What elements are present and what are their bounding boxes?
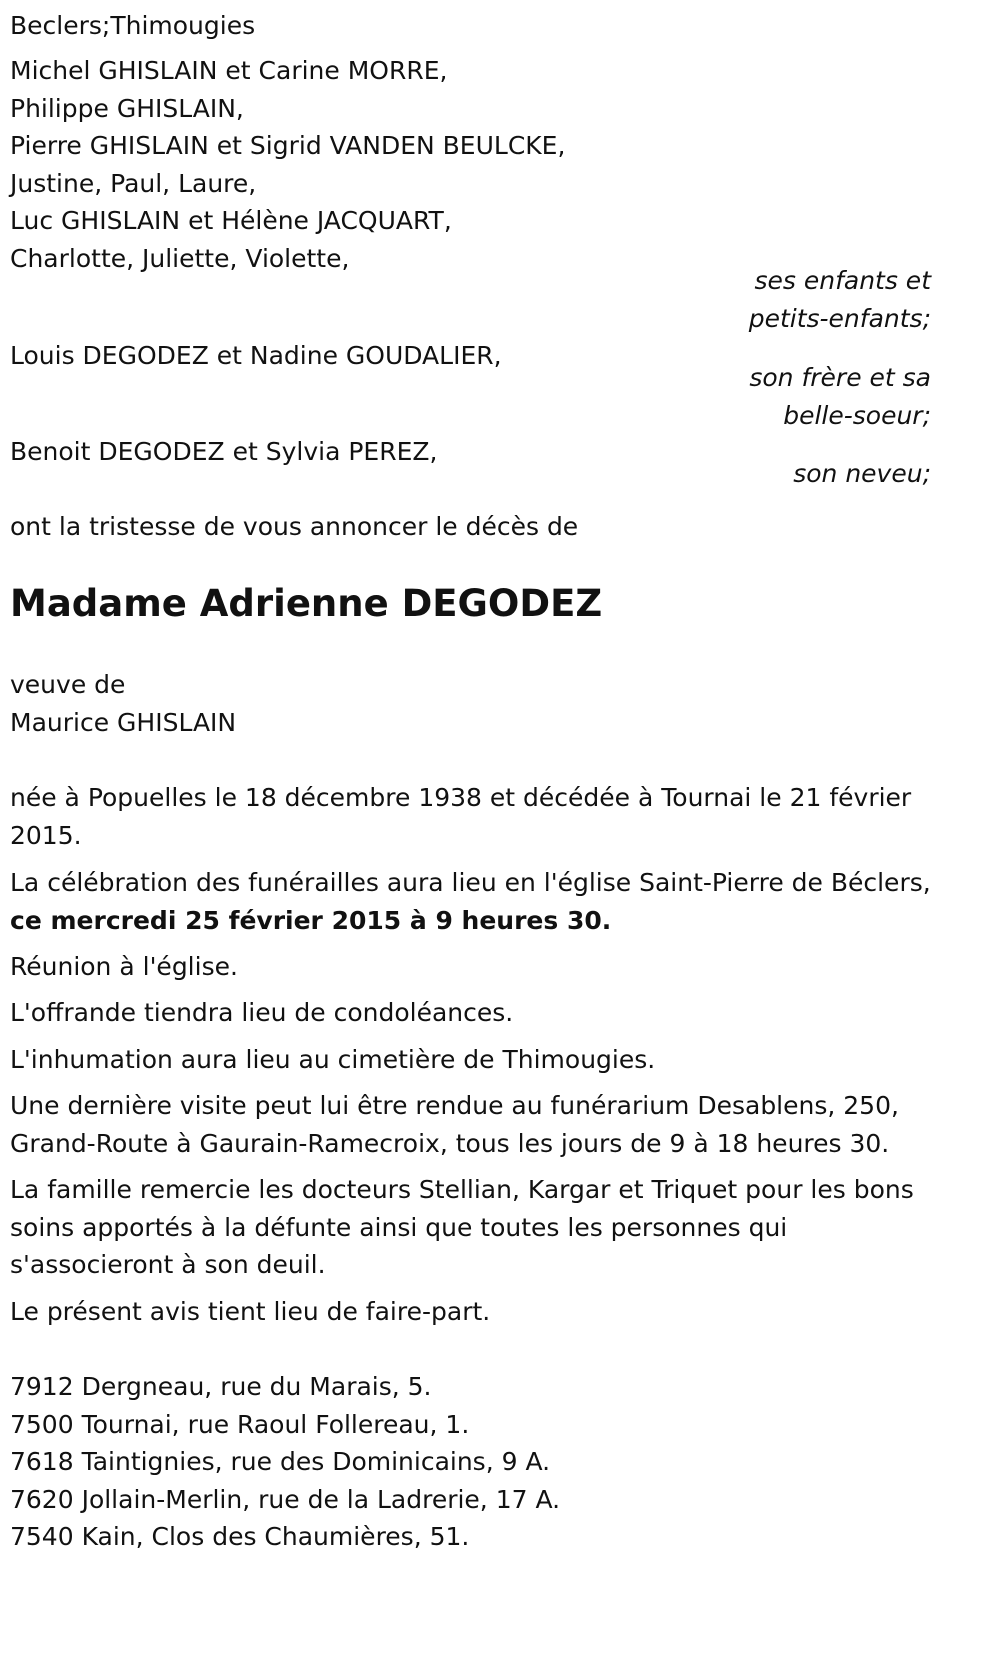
family-list [10, 52, 931, 277]
address-line: 7540 Kain, Clos des Chaumières, 51. [10, 1522, 470, 1551]
role-line: petits-enfants; [748, 303, 931, 333]
widow-label: veuve de [10, 670, 126, 699]
paragraph: L'offrande tiendra lieu de condoléances. [10, 998, 514, 1027]
address-line: 7620 Jollain-Merlin, rue de la Ladrerie, 17 A. [10, 1484, 561, 1514]
deceased-name: Madame Adrienne DEGODEZ [10, 582, 603, 625]
role-line: ses enfants et [754, 266, 931, 295]
family-line: Michel GHISLAIN et Carine MORRE, [10, 56, 448, 85]
role-nephew: son neveu; [793, 459, 931, 488]
spouse-name: Maurice GHISLAIN [10, 707, 237, 737]
birth-death-dates: née à Popuelles le 18 décembre 1938 et décédée à Tournai le 21 février 2015. [10, 783, 912, 850]
family-line: Charlotte, Juliette, Violette, [10, 243, 350, 273]
widow-of [10, 666, 931, 741]
address-line: 7500 Tournai, rue Raoul Follereau, 1. [10, 1409, 470, 1439]
family-line: Justine, Paul, Laure, [10, 168, 257, 198]
family-line: Luc GHISLAIN et Hélène JACQUART, [10, 206, 452, 235]
role-line: belle-soeur; [783, 400, 931, 430]
celebration-date: ce mercredi 25 février 2015 à 9 heures 30. [10, 905, 612, 935]
address-line: 7618 Taintignies, rue des Dominicains, 9 A. [10, 1447, 551, 1476]
family-line: Philippe GHISLAIN, [10, 93, 244, 123]
role-brother [749, 359, 931, 434]
paragraph: L'inhumation aura lieu au cimetière de Thimougies. [10, 1045, 656, 1074]
paragraph: La famille remercie les docteurs Stellian, Kargar et Triquet pour les bons soins apportés à la défunte ainsi que toutes les personnes qui s'associeront à son deuil. [10, 1175, 914, 1279]
brother-line: Louis DEGODEZ et Nadine GOUDALIER, [10, 341, 502, 370]
family-line: Pierre GHISLAIN et Sigrid VANDEN BEULCKE, [10, 131, 566, 160]
paragraph: Le présent avis tient lieu de faire-part. [10, 1297, 491, 1326]
role-line: son frère et sa [749, 363, 931, 392]
nephew-line: Benoit DEGODEZ et Sylvia PEREZ, [10, 437, 438, 466]
paragraph: Réunion à l'église. [10, 952, 238, 981]
celebration-text: La célébration des funérailles aura lieu en l'église Saint-Pierre de Béclers, [10, 868, 931, 897]
announcement: ont la tristesse de vous annoncer le décès de [10, 512, 579, 541]
celebration [10, 864, 935, 939]
address-list [10, 1368, 931, 1556]
role-children [749, 262, 931, 337]
paragraph: Une dernière visite peut lui être rendue au funérarium Desablens, 250, Grand-Route à Gaurain-Ramecroix, tous les jours de 9 à 18 heures 30. [10, 1091, 899, 1158]
address-line: 7912 Dergneau, rue du Marais, 5. [10, 1372, 432, 1401]
location-header: Beclers;Thimougies [10, 11, 256, 40]
